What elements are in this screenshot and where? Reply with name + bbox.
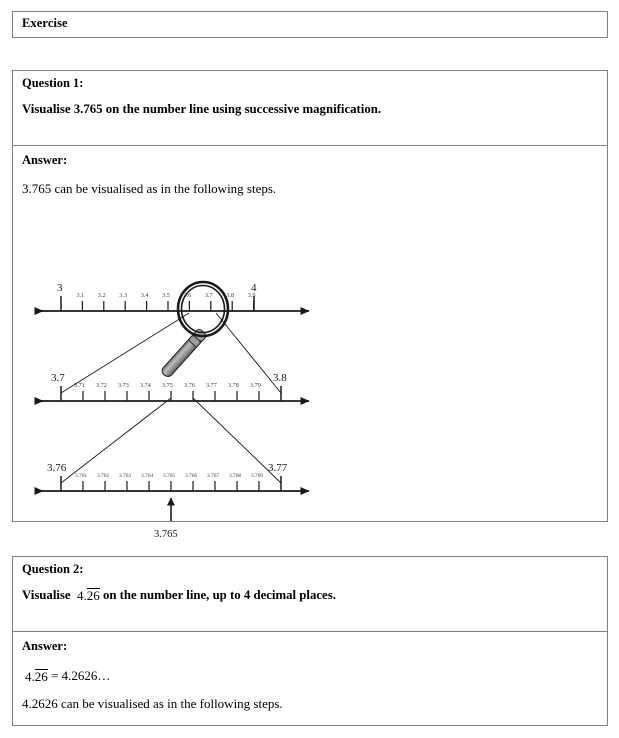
question-2-title: Question 2: — [22, 562, 84, 576]
repeating-decimal-whole: 4. — [77, 588, 87, 603]
repeating-decimal-repeat: 26 — [34, 669, 48, 684]
number-line-diagram-svg — [13, 196, 609, 540]
pointer-label: 3.765 — [154, 529, 178, 540]
number-line-2-minor-labels — [74, 382, 261, 389]
exercise-header-box — [12, 11, 608, 38]
number-line-1-minor-labels — [77, 292, 256, 299]
question-2-answer-label: Answer: — [22, 639, 68, 653]
question-2-prompt-after: on the number line, up to 4 decimal places. — [102, 588, 336, 602]
tick-label: 3.762 — [97, 473, 110, 479]
tick-label: 3.73 — [118, 382, 129, 389]
tick-label: 3.766 — [185, 473, 198, 479]
successive-magnification-diagram — [13, 196, 609, 540]
question-1-header — [13, 71, 607, 146]
tick-label: 3.72 — [96, 382, 107, 389]
projection-lines-1-to-2 — [61, 313, 281, 393]
label-line1-start: 3 — [57, 282, 63, 294]
repeating-decimal-repeat: 26 — [86, 588, 100, 603]
question-2-box — [12, 556, 608, 726]
question-1-box — [12, 70, 608, 540]
tick-label: 3.77 — [206, 382, 217, 389]
tick-label: 3.71 — [74, 382, 85, 389]
tick-label: 3.6 — [183, 292, 192, 299]
tick-label: 3.4 — [140, 292, 149, 299]
number-line-3 — [35, 462, 309, 491]
tick-label: 3.765 — [163, 473, 176, 479]
value-pointer-3-765 — [154, 498, 178, 540]
number-line-3-minor-ticks — [83, 481, 259, 491]
question-2-equation — [25, 668, 110, 685]
tick-label: 3.5 — [162, 292, 170, 299]
question-2-prompt-before: Visualise — [22, 588, 71, 602]
tick-label: 3.767 — [207, 473, 220, 479]
number-line-1 — [35, 282, 309, 311]
tick-label: 3.9 — [247, 292, 256, 299]
repeating-decimal-whole: 4. — [25, 669, 35, 684]
tick-label: 3.761 — [75, 473, 88, 479]
tick-label: 3.74 — [140, 382, 151, 389]
question-2-header — [13, 557, 607, 632]
tick-label: 3.1 — [76, 292, 85, 299]
tick-label: 3.7 — [204, 292, 213, 299]
tick-label: 3.763 — [119, 473, 132, 479]
label-line1-end: 4 — [251, 282, 257, 294]
tick-label: 3.8 — [226, 292, 235, 299]
tick-label: 3.78 — [228, 382, 239, 389]
number-line-3-minor-labels — [75, 473, 263, 479]
magnifying-glass-icon — [160, 282, 228, 379]
tick-label: 3.79 — [250, 382, 261, 389]
label-line3-start: 3.76 — [47, 462, 67, 474]
tick-label: 3.769 — [251, 473, 264, 479]
number-line-2-minor-ticks — [83, 391, 259, 401]
tick-label: 3.75 — [162, 382, 173, 389]
question-1-answer-text: 3.765 can be visualised as in the following steps. — [22, 181, 277, 196]
tick-label: 3.768 — [229, 473, 242, 479]
question-2-equation-rhs: = 4.2626… — [51, 668, 111, 683]
repeating-decimal-notation — [77, 588, 100, 604]
question-2-answer-text: 4.2626 can be visualised as in the following steps. — [22, 696, 283, 711]
question-2-prompt — [22, 588, 336, 604]
tick-label: 3.764 — [141, 473, 154, 479]
tick-label: 3.2 — [97, 292, 106, 299]
tick-label: 3.76 — [184, 382, 195, 389]
tick-label: 3.3 — [119, 292, 128, 299]
label-line3-end: 3.77 — [268, 462, 288, 474]
question-1-title: Question 1: — [22, 76, 84, 90]
question-1-prompt: Visualise 3.765 on the number line using successive magnification. — [22, 102, 382, 116]
label-line2-start: 3.7 — [51, 372, 65, 384]
question-1-answer-label: Answer: — [22, 153, 68, 167]
exercise-label: Exercise — [22, 16, 68, 30]
repeating-decimal-notation-answer — [25, 669, 48, 685]
projection-lines-2-to-3 — [61, 398, 281, 483]
label-line2-end: 3.8 — [273, 372, 287, 384]
